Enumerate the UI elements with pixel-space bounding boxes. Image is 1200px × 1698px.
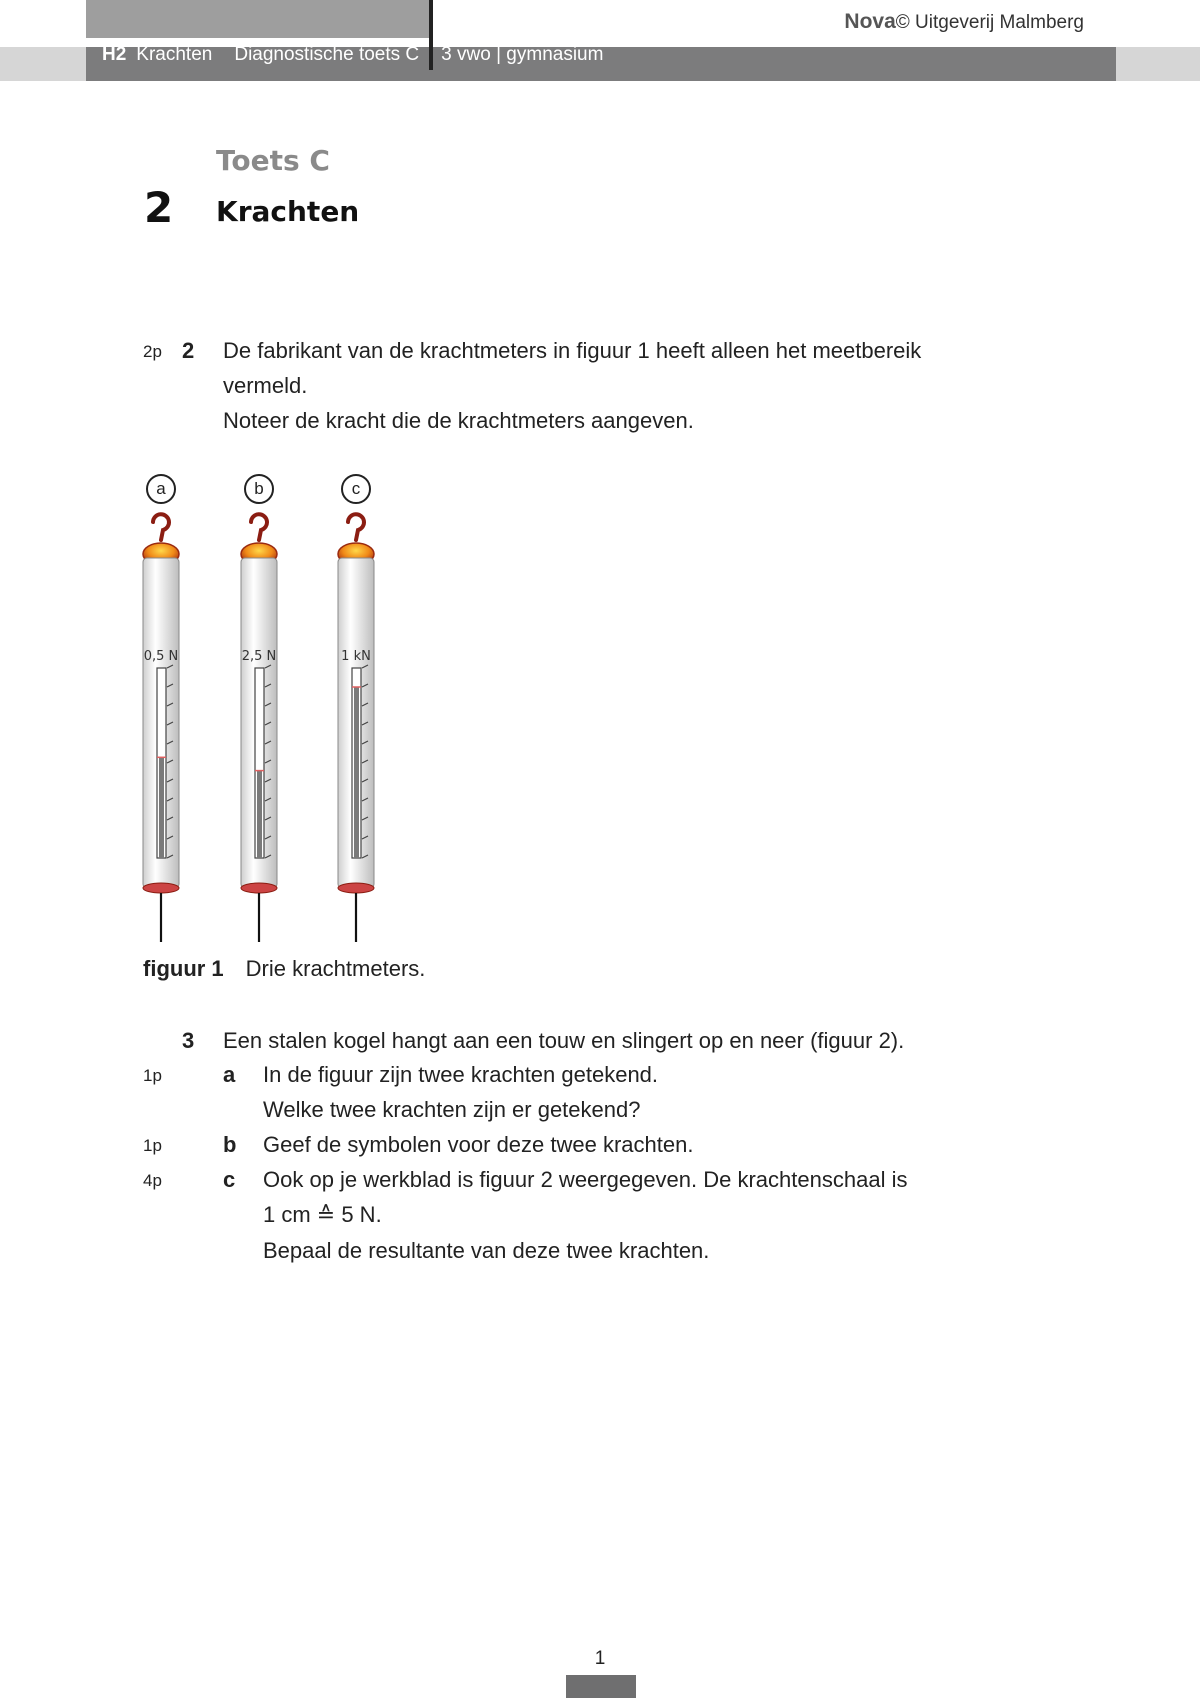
q3a-letter: a — [223, 1062, 236, 1087]
test-name: Diagnostische toets C — [234, 44, 420, 65]
q3a-line: Welke twee krachten zijn er getekend? — [263, 1097, 641, 1122]
publisher — [844, 10, 1084, 34]
force-meter-a — [143, 514, 179, 942]
q3c-letter: c — [223, 1167, 236, 1192]
meter-hook — [153, 514, 169, 540]
meter-indicator — [257, 771, 262, 858]
meter-b-letter: b — [244, 474, 274, 504]
brand-name: Nova — [844, 10, 896, 33]
figure-label: figuur 1 — [143, 956, 224, 981]
figure-caption-text: Drie krachtmeters. — [245, 956, 426, 981]
meter-range-label: 0,5 N — [143, 649, 179, 664]
q3b-letter: b — [223, 1132, 237, 1157]
q3b-line: Geef de symbolen voor deze twee krachten. — [263, 1132, 694, 1157]
publisher-name: © Uitgeverij Malmberg — [895, 12, 1084, 33]
q3c-line: Ook op je werkblad is figuur 2 weergegeven. De krachtenschaal is — [263, 1167, 908, 1192]
force-meters-figure — [130, 510, 390, 945]
q3c-line: Bepaal de resultante van deze twee krachten. — [263, 1238, 710, 1263]
meter-bottom-rim — [241, 883, 277, 893]
test-label: Toets C — [216, 144, 330, 177]
header-strip-right — [1116, 47, 1200, 81]
meter-hook — [251, 514, 267, 540]
page-number: 1 — [594, 1648, 606, 1669]
q2-points: 2p — [143, 342, 162, 361]
meter-range-label: 2,5 N — [241, 649, 277, 664]
chapter-number: 2 — [144, 183, 174, 232]
meter-bottom-rim — [143, 883, 179, 893]
q3-number: 3 — [182, 1028, 195, 1053]
header-strip-left — [0, 47, 86, 81]
force-meter-c — [338, 514, 374, 942]
meter-bottom-rim — [338, 883, 374, 893]
chapter-code: H2 — [102, 44, 127, 65]
q3c-points: 4p — [143, 1171, 162, 1190]
q2-number: 2 — [182, 338, 195, 363]
q3a-points: 1p — [143, 1066, 162, 1085]
meter-range-label: 1 kN — [341, 649, 371, 664]
q2-line: Noteer de kracht die de krachtmeters aangeven. — [223, 408, 694, 433]
q2-line: vermeld. — [223, 373, 308, 398]
q2-line: De fabrikant van de krachtmeters in figuur 1 heeft alleen het meetbereik — [223, 338, 922, 363]
force-meter-b — [241, 514, 277, 942]
meter-hook — [348, 514, 364, 540]
header-band — [86, 0, 430, 38]
chapter-title: Krachten — [216, 195, 360, 228]
meter-a-letter: a — [146, 474, 176, 504]
page-tab — [566, 1675, 636, 1698]
figure-caption — [143, 956, 425, 982]
meter-c-letter: c — [341, 474, 371, 504]
meter-indicator — [159, 757, 164, 858]
q3a-line: In de figuur zijn twee krachten getekend. — [263, 1062, 659, 1087]
q3c-line: 1 cm ≙ 5 N. — [263, 1202, 382, 1227]
q3b-points: 1p — [143, 1136, 162, 1155]
meter-indicator — [354, 687, 359, 858]
header-breadcrumb — [102, 42, 603, 68]
level: 3 vwo | gymnasium — [441, 44, 604, 65]
chapter-name: Krachten — [136, 44, 213, 65]
q3-intro: Een stalen kogel hangt aan een touw en slingert op en neer (figuur 2). — [223, 1028, 905, 1053]
